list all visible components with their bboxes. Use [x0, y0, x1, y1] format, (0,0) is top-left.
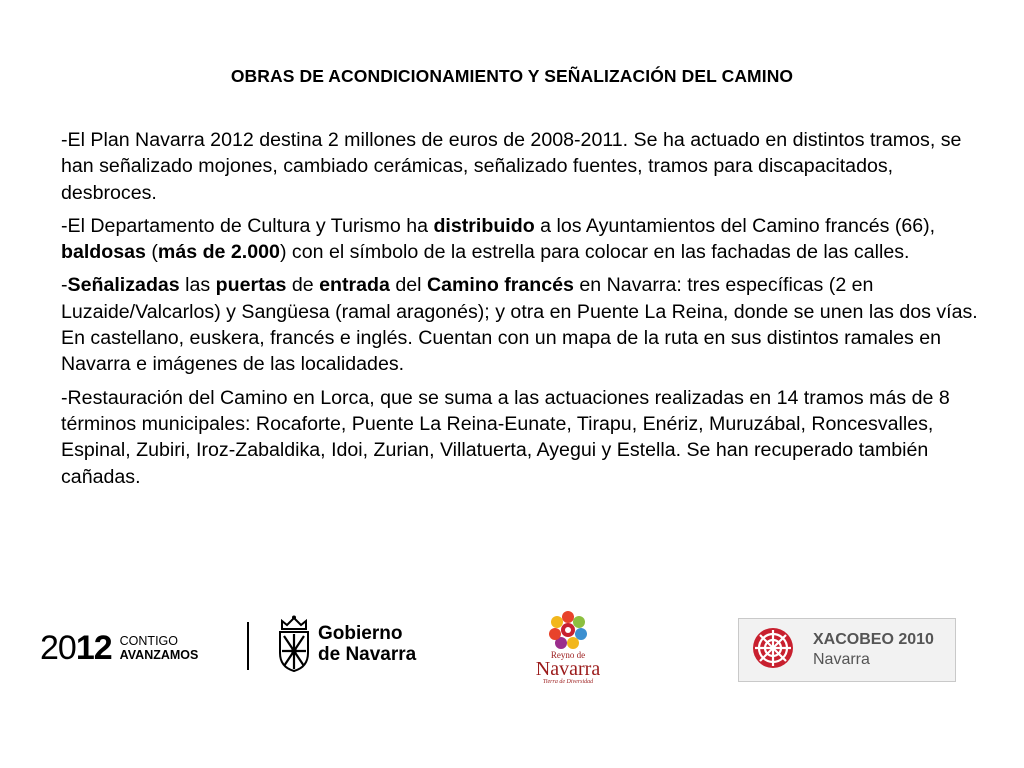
flower-icon: [528, 609, 608, 651]
tagline-line1: CONTIGO: [119, 634, 178, 648]
reyno-line2: Navarra: [535, 658, 601, 680]
text-span: en Navarra: tres específicas (2 en Luzaide/Valcarlos) y Sangüesa (ramal aragonés); y otra en Puente La Reina, donde se unen las dos vías. En castellano, euskera, francés e inglés. Cuentan con un mapa de la ruta en sus distintos ramales en Navarra e imágenes de las localidades.: [61, 274, 978, 376]
xacobeo-text: [813, 630, 934, 670]
bold-baldosas: baldosas: [61, 241, 146, 264]
xacobeo-line1: XACOBEO 2010: [813, 631, 934, 648]
logo-reyno-de-navarra: [528, 609, 608, 691]
text-span: ) con el símbolo de la estrella para colocar en las fachadas de las calles.: [279, 241, 910, 264]
bold-mas-de-2000: más de 2.000: [157, 241, 280, 264]
logo-plan-2012: [40, 628, 198, 668]
gobierno-text: [318, 623, 416, 665]
slide-title: OBRAS DE ACONDICIONAMIENTO Y SEÑALIZACIÓN DEL CAMINO: [230, 66, 794, 86]
bold-puertas: puertas: [215, 274, 287, 297]
xacobeo-line2: Navarra: [813, 651, 870, 668]
year-part-b: 12: [75, 629, 112, 667]
slide-body: [61, 127, 991, 497]
paragraph-departamento-cultura: [61, 213, 991, 266]
text-span: -El Departamento de Cultura y Turismo ha: [61, 214, 434, 237]
bold-senalizadas: Señalizadas: [67, 274, 180, 297]
text-span: (: [145, 241, 158, 264]
gobierno-line2: de Navarra: [318, 644, 417, 665]
year-part-a: 20: [40, 629, 76, 667]
text-span: del: [389, 274, 427, 297]
text-span: -: [61, 274, 68, 297]
reyno-line1: Reyno de: [550, 650, 586, 660]
paragraph-restauracion-lorca: -Restauración del Camino en Lorca, que se suma a las actuaciones realizadas en 14 tramos más de 8 términos municipales: Rocaforte, Puente La Reina-Eunate, Tirapu, Enériz, Muruzábal, Roncesvalles, Espinal, Zubiri, Iroz-Zabaldika, Idoi, Zurian, Villatuerta, Ayegui y Estella. Se han recuperado también cañadas.: [61, 386, 950, 488]
logo-gobierno-navarra: [278, 614, 416, 674]
text-span: las: [179, 274, 216, 297]
bold-camino-frances: Camino francés: [426, 274, 574, 297]
logo-divider: [247, 622, 249, 670]
bold-entrada: entrada: [319, 274, 390, 297]
cross-of-saint-james-icon: [743, 620, 803, 681]
text-span: a los Ayuntamientos del Camino francés (66),: [534, 214, 936, 237]
paragraph-senalizadas: [61, 272, 991, 377]
navarra-coat-of-arms-icon: [278, 615, 310, 673]
paragraph-plan-navarra: -El Plan Navarra 2012 destina 2 millones de euros de 2008-2011. Se ha actuado en distintos tramos, se han señalizado mojones, cambiado cerámicas, señalizado fuentes, tramos para discapacitados, desbroces.: [61, 129, 962, 204]
reyno-line3: Tierra de Diversidad: [542, 679, 594, 685]
text-span: de: [286, 274, 320, 297]
tagline-line2: AVANZAMOS: [119, 648, 199, 662]
logo-xacobeo-2010: [738, 618, 956, 682]
logo-2012-tagline: [120, 634, 199, 662]
logo-2012-year: [40, 631, 112, 665]
gobierno-line1: Gobierno: [318, 623, 403, 644]
bold-distribuido: distribuido: [433, 214, 535, 237]
